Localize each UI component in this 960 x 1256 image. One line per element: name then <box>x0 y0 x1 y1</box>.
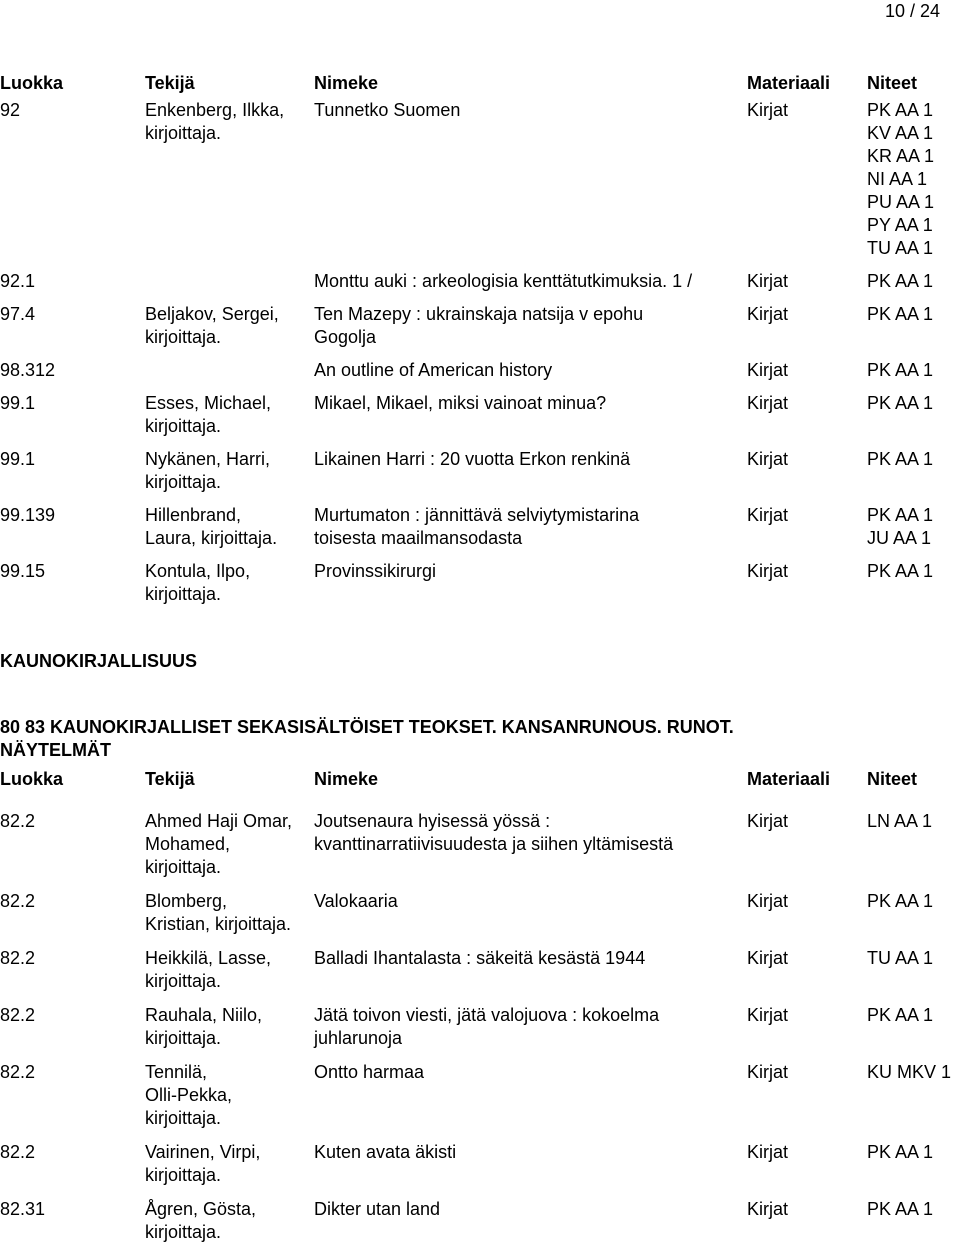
cell-niteet-line: TU AA 1 <box>867 948 934 968</box>
cell-niteet <box>867 359 960 382</box>
cell-materiaali: Kirjat <box>747 1142 789 1162</box>
cell-tekija-line: Enkenberg, Ilkka, <box>145 100 285 120</box>
table-row <box>0 448 960 494</box>
cell-niteet <box>867 810 960 833</box>
cell-tekija <box>145 303 310 349</box>
cell-nimeke-line: Ontto harmaa <box>314 1062 425 1082</box>
cell-nimeke-line: Monttu auki : arkeologisia kenttätutkimuksia. 1 / <box>314 271 693 291</box>
cell-nimeke <box>314 1141 744 1164</box>
column-header-materiaali: Materiaali <box>747 73 831 93</box>
cell-tekija <box>145 560 310 606</box>
cell-niteet <box>867 890 960 913</box>
cell-materiaali: Kirjat <box>747 505 789 525</box>
cell-tekija <box>145 810 310 879</box>
cell-tekija-line: Rauhala, Niilo, <box>145 1005 263 1025</box>
cell-tekija-line: Heikkilä, Lasse, <box>145 948 272 968</box>
cell-materiaali: Kirjat <box>747 1199 789 1219</box>
cell-tekija <box>145 1004 310 1050</box>
cell-materiaali: Kirjat <box>747 271 789 291</box>
table-row <box>0 392 960 438</box>
cell-tekija-line: kirjoittaja. <box>145 857 222 877</box>
cell-tekija-line: kirjoittaja. <box>145 1108 222 1128</box>
cell-materiaali: Kirjat <box>747 393 789 413</box>
table-header <box>0 72 960 95</box>
cell-nimeke <box>314 448 744 471</box>
cell-nimeke-line: Murtumaton : jännittävä selviytymistarina <box>314 505 640 525</box>
cell-luokka: 99.1 <box>0 393 36 413</box>
cell-tekija <box>145 448 310 494</box>
cell-tekija-line: Esses, Michael, <box>145 393 272 413</box>
column-header-luokka: Luokka <box>0 73 64 93</box>
column-header-niteet: Niteet <box>867 73 918 93</box>
cell-nimeke <box>314 1198 744 1221</box>
cell-nimeke-line: Dikter utan land <box>314 1199 441 1219</box>
table-row <box>0 359 960 382</box>
table-row <box>0 810 960 879</box>
cell-nimeke-line: Balladi Ihantalasta : säkeitä kesästä 1944 <box>314 948 646 968</box>
cell-nimeke <box>314 1004 744 1050</box>
cell-nimeke-line: kvanttinarratiivisuudesta ja siihen yltämisestä <box>314 834 674 854</box>
cell-niteet-line: TU AA 1 <box>867 238 934 258</box>
table-row <box>0 890 960 936</box>
cell-niteet-line: PK AA 1 <box>867 505 934 525</box>
cell-tekija-line: kirjoittaja. <box>145 1165 222 1185</box>
cell-nimeke <box>314 1061 744 1084</box>
cell-tekija-line: Kontula, Ilpo, <box>145 561 251 581</box>
cell-luokka: 97.4 <box>0 304 36 324</box>
cell-niteet-line: KR AA 1 <box>867 146 935 166</box>
column-header-tekija: Tekijä <box>145 73 195 93</box>
cell-nimeke-line: Likainen Harri : 20 vuotta Erkon renkinä <box>314 449 631 469</box>
cell-nimeke-line: Tunnetko Suomen <box>314 100 461 120</box>
cell-tekija-line: kirjoittaja. <box>145 472 222 492</box>
cell-nimeke-line: toisesta maailmansodasta <box>314 528 523 548</box>
cell-tekija <box>145 1141 310 1187</box>
cell-niteet-line: JU AA 1 <box>867 528 932 548</box>
cell-niteet <box>867 99 960 260</box>
cell-niteet <box>867 303 960 326</box>
column-header-niteet: Niteet <box>867 769 918 789</box>
cell-materiaali: Kirjat <box>747 561 789 581</box>
cell-tekija-line: Beljakov, Sergei, <box>145 304 279 324</box>
cell-nimeke-line: Valokaaria <box>314 891 398 911</box>
column-header-tekija: Tekijä <box>145 769 195 789</box>
cell-materiaali: Kirjat <box>747 449 789 469</box>
cell-nimeke <box>314 890 744 913</box>
cell-nimeke-line: Mikael, Mikael, miksi vainoat minua? <box>314 393 607 413</box>
cell-tekija <box>145 947 310 993</box>
cell-niteet <box>867 1141 960 1164</box>
cell-luokka: 82.2 <box>0 1142 36 1162</box>
cell-niteet-line: PY AA 1 <box>867 215 933 235</box>
cell-tekija-line: Blomberg, <box>145 891 228 911</box>
cell-luokka: 99.139 <box>0 505 56 525</box>
cell-tekija-line: Olli-Pekka, <box>145 1085 233 1105</box>
cell-niteet-line: NI AA 1 <box>867 169 928 189</box>
cell-tekija-line: kirjoittaja. <box>145 1222 222 1242</box>
cell-niteet-line: PK AA 1 <box>867 1142 934 1162</box>
cell-nimeke-line: An outline of American history <box>314 360 553 380</box>
cell-tekija <box>145 890 310 936</box>
cell-tekija-line: Kristian, kirjoittaja. <box>145 914 292 934</box>
cell-niteet-line: PK AA 1 <box>867 304 934 324</box>
cell-nimeke <box>314 504 744 550</box>
cell-niteet-line: PU AA 1 <box>867 192 935 212</box>
cell-tekija-line: kirjoittaja. <box>145 416 222 436</box>
table-row <box>0 1198 960 1244</box>
subsection-heading <box>0 716 734 762</box>
cell-tekija-line: Ågren, Gösta, <box>145 1199 257 1219</box>
cell-materiaali: Kirjat <box>747 1062 789 1082</box>
column-header-luokka: Luokka <box>0 769 64 789</box>
cell-tekija-line: kirjoittaja. <box>145 1028 222 1048</box>
cell-materiaali: Kirjat <box>747 811 789 831</box>
cell-nimeke <box>314 303 744 349</box>
cell-niteet <box>867 270 960 293</box>
cell-nimeke-line: Gogolja <box>314 327 377 347</box>
table-row <box>0 99 960 260</box>
cell-luokka: 82.2 <box>0 948 36 968</box>
cell-tekija-line: Mohamed, <box>145 834 231 854</box>
cell-luokka: 98.312 <box>0 360 56 380</box>
column-header-nimeke: Nimeke <box>314 73 379 93</box>
cell-niteet <box>867 560 960 583</box>
table-row <box>0 504 960 550</box>
page-number: 10 / 24 <box>884 1 940 21</box>
table-row <box>0 1004 960 1050</box>
cell-nimeke <box>314 270 744 293</box>
cell-nimeke <box>314 392 744 415</box>
cell-nimeke-line: Kuten avata äkisti <box>314 1142 457 1162</box>
catalog-table-1 <box>0 72 960 606</box>
cell-luokka: 99.1 <box>0 449 36 469</box>
table-row <box>0 560 960 606</box>
cell-nimeke-line: Joutsenaura hyisessä yössä : <box>314 811 551 831</box>
cell-niteet-line: PK AA 1 <box>867 360 934 380</box>
cell-niteet <box>867 1198 960 1221</box>
cell-niteet-line: KV AA 1 <box>867 123 934 143</box>
cell-nimeke <box>314 810 744 856</box>
cell-niteet <box>867 448 960 471</box>
cell-niteet-line: PK AA 1 <box>867 561 934 581</box>
cell-niteet <box>867 392 960 415</box>
cell-nimeke-line: Ten Mazepy : ukrainskaja natsija v epohu <box>314 304 644 324</box>
cell-tekija-line: Tennilä, <box>145 1062 208 1082</box>
subsection-heading-line: NÄYTELMÄT <box>0 740 111 760</box>
cell-tekija-line: Ahmed Haji Omar, <box>145 811 293 831</box>
cell-nimeke <box>314 947 744 970</box>
cell-niteet <box>867 504 960 550</box>
cell-nimeke <box>314 99 744 122</box>
subsection-heading-line: 80 83 KAUNOKIRJALLISET SEKASISÄLTÖISET TEOKSET. KANSANRUNOUS. RUNOT. <box>0 717 734 737</box>
cell-nimeke <box>314 359 744 382</box>
cell-tekija <box>145 1198 310 1244</box>
cell-tekija-line: kirjoittaja. <box>145 123 222 143</box>
cell-tekija <box>145 1061 310 1130</box>
cell-tekija <box>145 504 310 550</box>
cell-niteet-line: PK AA 1 <box>867 1199 934 1219</box>
cell-luokka: 92 <box>0 100 21 120</box>
cell-luokka: 99.15 <box>0 561 46 581</box>
cell-materiaali: Kirjat <box>747 304 789 324</box>
cell-nimeke <box>314 560 744 583</box>
cell-luokka: 82.2 <box>0 811 36 831</box>
cell-tekija <box>145 392 310 438</box>
cell-niteet-line: LN AA 1 <box>867 811 933 831</box>
cell-tekija-line: Vairinen, Virpi, <box>145 1142 261 1162</box>
cell-niteet-line: PK AA 1 <box>867 393 934 413</box>
cell-materiaali: Kirjat <box>747 1005 789 1025</box>
catalog-table-2 <box>0 768 960 1244</box>
cell-tekija <box>145 99 310 145</box>
cell-niteet <box>867 1004 960 1027</box>
cell-nimeke-line: Jätä toivon viesti, jätä valojuova : kokoelma <box>314 1005 660 1025</box>
cell-materiaali: Kirjat <box>747 100 789 120</box>
cell-niteet-line: PK AA 1 <box>867 449 934 469</box>
cell-materiaali: Kirjat <box>747 360 789 380</box>
table-row <box>0 1141 960 1187</box>
cell-niteet <box>867 947 960 970</box>
cell-tekija-line: Laura, kirjoittaja. <box>145 528 278 548</box>
column-header-materiaali: Materiaali <box>747 769 831 789</box>
cell-niteet-line: PK AA 1 <box>867 891 934 911</box>
table-row <box>0 1061 960 1130</box>
table-row <box>0 270 960 293</box>
cell-luokka: 82.2 <box>0 891 36 911</box>
cell-luokka: 82.2 <box>0 1062 36 1082</box>
cell-luokka: 82.2 <box>0 1005 36 1025</box>
cell-nimeke-line: Provinssikirurgi <box>314 561 437 581</box>
column-header-nimeke: Nimeke <box>314 769 379 789</box>
cell-materiaali: Kirjat <box>747 948 789 968</box>
cell-tekija-line: kirjoittaja. <box>145 584 222 604</box>
cell-tekija-line: kirjoittaja. <box>145 327 222 347</box>
table-row <box>0 303 960 349</box>
cell-niteet-line: PK AA 1 <box>867 271 934 291</box>
table-header <box>0 768 960 791</box>
cell-materiaali: Kirjat <box>747 891 789 911</box>
cell-niteet <box>867 1061 960 1084</box>
cell-luokka: 92.1 <box>0 271 36 291</box>
cell-tekija-line: Hillenbrand, <box>145 505 242 525</box>
cell-tekija-line: kirjoittaja. <box>145 971 222 991</box>
cell-luokka: 82.31 <box>0 1199 46 1219</box>
cell-niteet-line: PK AA 1 <box>867 1005 934 1025</box>
cell-tekija-line: Nykänen, Harri, <box>145 449 271 469</box>
cell-nimeke-line: juhlarunoja <box>314 1028 403 1048</box>
table-row <box>0 947 960 993</box>
cell-niteet-line: PK AA 1 <box>867 100 934 120</box>
cell-niteet-line: KU MKV 1 <box>867 1062 952 1082</box>
section-heading: KAUNOKIRJALLISUUS <box>0 651 198 671</box>
